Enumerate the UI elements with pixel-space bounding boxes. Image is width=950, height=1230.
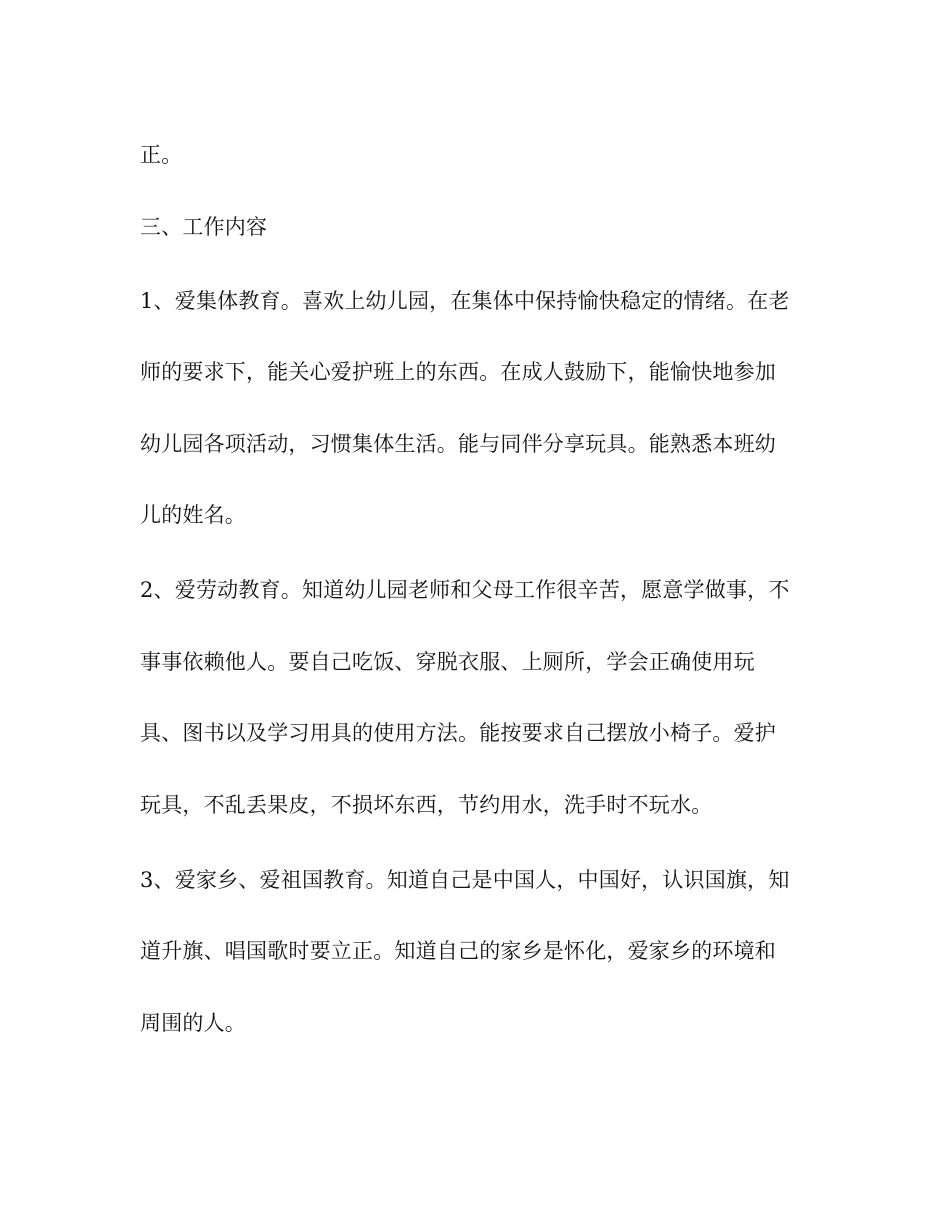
text-line: 玩具，不乱丢果皮，不损坏东西，节约用水，洗手时不玩水。 (140, 793, 713, 817)
text-line: 2、爱劳动教育。知道幼儿园老师和父母工作很辛苦，愿意学做事，不 (140, 578, 790, 602)
text-line: 道升旗、唱国歌时要立正。知道自己的家乡是怀化，爱家乡的环境和 (140, 939, 776, 963)
section-heading: 三、工作内容 (140, 215, 268, 239)
text-line: 3、爱家乡、爱祖国教育。知道自己是中国人，中国好，认识国旗，知 (140, 868, 790, 892)
text-line: 事事依赖他人。要自己吃饭、穿脱衣服、上厕所，学会正确使用玩 (140, 650, 755, 674)
text-line: 1、爱集体教育。喜欢上幼儿园，在集体中保持愉快稳定的情绪。在老 (140, 289, 790, 313)
text-line: 具、图书以及学习用具的使用方法。能按要求自己摆放小椅子。爱护 (140, 721, 776, 745)
text-line: 师的要求下，能关心爱护班上的东西。在成人鼓励下，能愉快地参加 (140, 360, 776, 384)
text-line: 正。 (140, 143, 183, 167)
text-line: 儿的姓名。 (140, 503, 246, 527)
text-line: 幼儿园各项活动，习惯集体生活。能与同伴分享玩具。能熟悉本班幼 (140, 432, 776, 456)
text-line: 周围的人。 (140, 1011, 246, 1035)
